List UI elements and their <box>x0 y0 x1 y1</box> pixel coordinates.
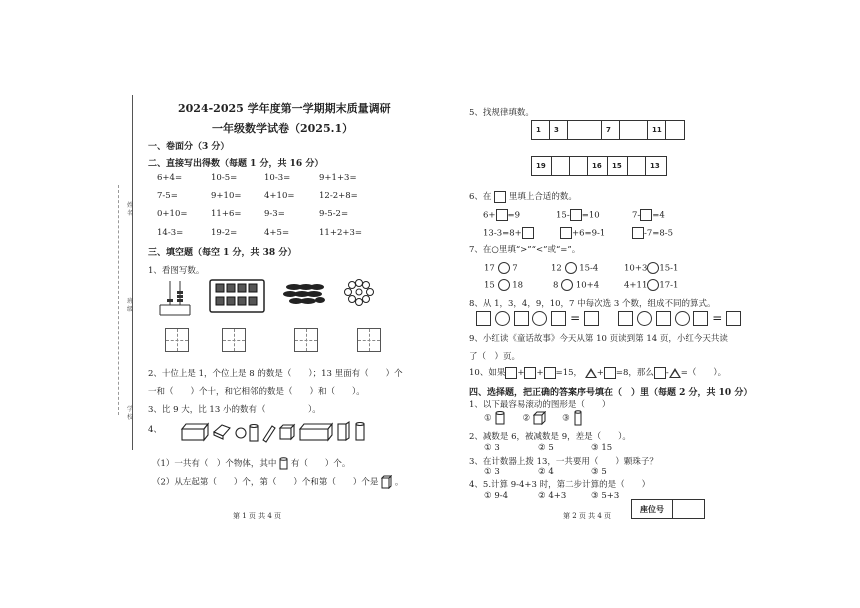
q6-item <box>556 209 600 221</box>
q7-item <box>484 262 518 274</box>
q6-text: =10 <box>581 210 600 221</box>
sequence-cell[interactable] <box>666 121 684 139</box>
question-8: 8、从 1，3，4，9，10，7 中每次选 3 个数，组成不同的算式。 <box>469 299 716 309</box>
calc-item: 19-2= <box>211 228 238 238</box>
margin-char: 班 <box>127 298 134 305</box>
blank-box[interactable] <box>522 227 534 239</box>
question-10: 10、如果 + + =15， + =8，那么 - =（ ）。 <box>469 368 727 378</box>
square-symbol <box>544 367 556 379</box>
margin-char: 级 <box>127 306 134 313</box>
sequence-cell: 11 <box>648 121 666 139</box>
calc-item: 9-5-2= <box>319 209 349 219</box>
sequence-cell[interactable] <box>628 157 646 175</box>
sequence-row-2 <box>531 156 667 176</box>
seat-number-field[interactable] <box>673 500 704 518</box>
sequence-cell[interactable] <box>570 157 588 175</box>
blank-box[interactable] <box>656 311 671 326</box>
question-1: 1、看图写数。 <box>148 266 205 276</box>
choice-1-options <box>484 410 584 426</box>
q10-text: =（ ）。 <box>680 368 727 378</box>
compare-circle[interactable] <box>498 262 510 274</box>
compare-circle[interactable] <box>498 279 510 291</box>
question-6-text: 6、在 <box>469 192 492 202</box>
question-4-part2 <box>152 475 403 489</box>
question-2-line2: 一和（ ）个十，和它相邻的数是（ ）和（ ）。 <box>148 387 365 397</box>
section-1-heading: 一、卷面分（3 分） <box>148 142 230 152</box>
blank-box[interactable] <box>496 209 508 221</box>
sequence-cell: 19 <box>532 157 552 175</box>
operator-circle[interactable] <box>675 311 690 326</box>
blank-box[interactable] <box>584 311 599 326</box>
blank-box[interactable] <box>618 311 633 326</box>
question-4-part1-suffix: 有（ ）个。 <box>290 459 351 469</box>
q7-right: 10+4 <box>575 280 600 291</box>
question-4-part1 <box>152 457 350 470</box>
choice-4-option[interactable]: ③ 5+3 <box>591 491 620 501</box>
margin-char: 学 <box>127 406 134 413</box>
calc-item: 4+5= <box>264 228 290 238</box>
question-2-line1: 2、十位上是 1，个位上是 8 的数是（ ）；13 里面有（ ）个 <box>148 369 403 379</box>
calc-item: 9+10= <box>211 191 242 201</box>
q8-equation-row: = = <box>476 311 741 326</box>
section-3-heading: 三、填空题（每空 1 分，共 38 分） <box>148 248 297 258</box>
choice-3-option[interactable]: ③ 5 <box>591 467 607 477</box>
exam-title: 2024-2025 学年度第一学期期末质量调研 <box>178 102 391 115</box>
sequence-cell: 1 <box>532 121 550 139</box>
sequence-row-1 <box>531 120 685 140</box>
blank-box[interactable] <box>514 311 529 326</box>
q6-text: -7=8-5 <box>644 228 674 239</box>
sequence-cell: 15 <box>608 157 628 175</box>
question-6 <box>469 190 577 203</box>
cuboid-icon <box>381 475 392 489</box>
q7-item <box>624 262 678 274</box>
q10-text: =8，那么 <box>615 368 654 378</box>
square-symbol <box>654 367 666 379</box>
blank-box[interactable] <box>551 311 566 326</box>
q7-right: 15-1 <box>659 263 679 274</box>
q7-right: 7 <box>512 263 518 274</box>
calc-item: 10-5= <box>211 173 238 183</box>
compare-circle[interactable] <box>565 262 577 274</box>
choice-2-option[interactable]: ③ 15 <box>591 443 613 453</box>
blank-box[interactable] <box>726 311 741 326</box>
binding-line <box>132 95 133 450</box>
sequence-cell: 16 <box>588 157 608 175</box>
calc-item: 9-3= <box>264 209 285 219</box>
q6-text: 13-3=8+ <box>483 228 522 239</box>
bead-ring-icon <box>344 279 374 307</box>
triangle-symbol <box>585 368 597 378</box>
blank-box[interactable] <box>693 311 708 326</box>
calc-item: 9+1+3= <box>319 173 357 183</box>
q7-item <box>484 279 523 291</box>
section-2-heading: 二、直接写出得数（每题 1 分，共 16 分） <box>148 159 324 169</box>
q6-text: =4 <box>652 210 665 221</box>
blank-box[interactable] <box>560 227 572 239</box>
question-4: 4、 <box>148 425 162 435</box>
question-4-part2-text: （2）从左起第（ ）个，第（ ）个和第（ ）个是 <box>152 477 379 488</box>
cylinder-icon <box>494 410 506 426</box>
operator-circle[interactable] <box>495 311 510 326</box>
option-label[interactable]: ② <box>522 413 531 424</box>
operator-circle[interactable] <box>532 311 547 326</box>
calc-item: 14-3= <box>157 228 184 238</box>
compare-circle[interactable] <box>647 279 659 291</box>
q6-text: 6+ <box>483 210 496 221</box>
compare-circle[interactable] <box>647 262 659 274</box>
q6-item <box>632 227 673 239</box>
q6-text: +6=9-1 <box>572 228 606 239</box>
sequence-cell: 7 <box>602 121 620 139</box>
seat-number-label: 座位号 <box>632 500 673 518</box>
triangle-symbol <box>669 368 681 378</box>
option-label[interactable]: ③ <box>562 413 570 424</box>
choice-4-option[interactable]: ② 4+3 <box>538 491 567 501</box>
choice-question-2: 2、减数是 6，被减数是 9，差是（ ）。 <box>469 432 631 442</box>
question-3: 3、比 9 大，比 13 小的数有（ ）。 <box>148 405 321 415</box>
binding-dash-line <box>118 185 119 415</box>
q6-text: 7- <box>632 210 641 221</box>
calc-item: 11+6= <box>211 209 242 219</box>
calc-item: 12-2+8= <box>319 191 358 201</box>
q6-item <box>483 227 534 239</box>
choice-question-4: 4、5.计算 9-4+3 时，第二步计算的是（ ） <box>469 480 651 490</box>
solid-shapes-row-icon <box>180 418 370 446</box>
q6-text: 15- <box>556 210 570 221</box>
question-9-line1: 9、小红读《童话故事》今天从第 10 页读到第 14 页，小红今天共读 <box>469 334 728 344</box>
blank-box[interactable] <box>494 191 506 203</box>
q7-left: 4+11 <box>624 280 648 291</box>
question-6-suffix: 里填上合适的数。 <box>508 192 577 202</box>
margin-char: 校 <box>127 414 134 421</box>
calc-item: 10-3= <box>264 173 291 183</box>
square-symbol <box>604 367 616 379</box>
calc-item: 0+10= <box>157 209 188 219</box>
cylinder-icon <box>279 457 288 470</box>
question-9-line2: 了（ ）页。 <box>469 352 521 362</box>
square-symbol <box>505 367 517 379</box>
blank-box[interactable] <box>640 209 652 221</box>
blank-box[interactable] <box>476 311 491 326</box>
cube-icon <box>533 411 546 425</box>
q7-item <box>553 279 599 291</box>
sequence-cell: 13 <box>650 162 660 170</box>
choice-3-option[interactable]: ① 3 <box>484 467 500 477</box>
calc-item: 7-5= <box>157 191 178 201</box>
q7-left: 12 <box>551 263 562 274</box>
answer-grid-box[interactable] <box>165 328 189 352</box>
answer-grid-box[interactable] <box>357 328 381 352</box>
q7-left: 10+3 <box>624 263 648 274</box>
q7-item <box>551 262 598 274</box>
option-label[interactable]: ① <box>484 413 492 424</box>
sequence-cell: 3 <box>550 121 568 139</box>
exam-subtitle: 一年级数学试卷（2025.1） <box>212 122 354 135</box>
q10-text: 10、如果 <box>469 368 506 378</box>
blank-box[interactable] <box>570 209 582 221</box>
q7-right: 15-4 <box>579 263 599 274</box>
operator-circle[interactable] <box>637 311 652 326</box>
tall-cylinder-icon <box>572 410 584 426</box>
sequence-cell[interactable] <box>620 121 648 139</box>
question-7: 7、在○里填“>”“<”或“=”。 <box>469 245 581 255</box>
seat-number-box <box>631 499 705 519</box>
page-footer-left: 第 1 页 共 4 页 <box>233 512 282 520</box>
cubes-block-icon <box>209 279 265 313</box>
counter-abacus-icon <box>158 279 192 317</box>
margin-char: 姓 <box>127 202 134 209</box>
blank-box[interactable] <box>632 227 644 239</box>
margin-char: 名 <box>127 210 134 217</box>
q7-item <box>624 279 678 291</box>
q6-item <box>560 227 605 239</box>
q7-left: 17 <box>484 263 495 274</box>
compare-circle[interactable] <box>561 279 573 291</box>
q6-text: =9 <box>507 210 521 221</box>
question-4-part2-suffix: 。 <box>394 477 404 488</box>
calc-item: 11+2+3= <box>319 228 362 238</box>
question-5: 5、找规律填数。 <box>469 108 534 118</box>
q10-text: =15， <box>555 368 583 378</box>
sequence-cell[interactable] <box>552 157 570 175</box>
q7-left: 8 <box>553 280 559 291</box>
calc-item: 4+10= <box>264 191 295 201</box>
choice-2-option[interactable]: ② 5 <box>538 443 554 453</box>
answer-grid-box[interactable] <box>222 328 246 352</box>
choice-2-option[interactable]: ① 3 <box>484 443 500 453</box>
q7-left: 15 <box>484 280 495 291</box>
choice-question-3: 3、在计数器上拨 13，一共要用（ ）颗珠子？ <box>469 457 658 467</box>
q7-right: 17-1 <box>659 280 679 291</box>
sticks-bundle-icon <box>282 279 328 307</box>
choice-4-option[interactable]: ① 9-4 <box>484 491 509 501</box>
choice-question-1: 1、以下最容易滚动的图形是（ ） <box>469 400 611 410</box>
answer-grid-box[interactable] <box>294 328 318 352</box>
square-symbol <box>524 367 536 379</box>
sequence-cell[interactable] <box>568 121 602 139</box>
calc-item: 6+4= <box>157 173 183 183</box>
q6-item <box>632 209 665 221</box>
q6-item <box>483 209 520 221</box>
choice-3-option[interactable]: ② 4 <box>538 467 554 477</box>
question-4-part1-text: （1）一共有（ ）个物体，其中 <box>152 459 277 469</box>
section-4-heading: 四、选择题，把正确的答案序号填在（ ）里（每题 2 分，共 10 分） <box>469 388 753 398</box>
page-footer-right: 第 2 页 共 4 页 <box>563 512 612 520</box>
q7-right: 18 <box>512 280 524 291</box>
